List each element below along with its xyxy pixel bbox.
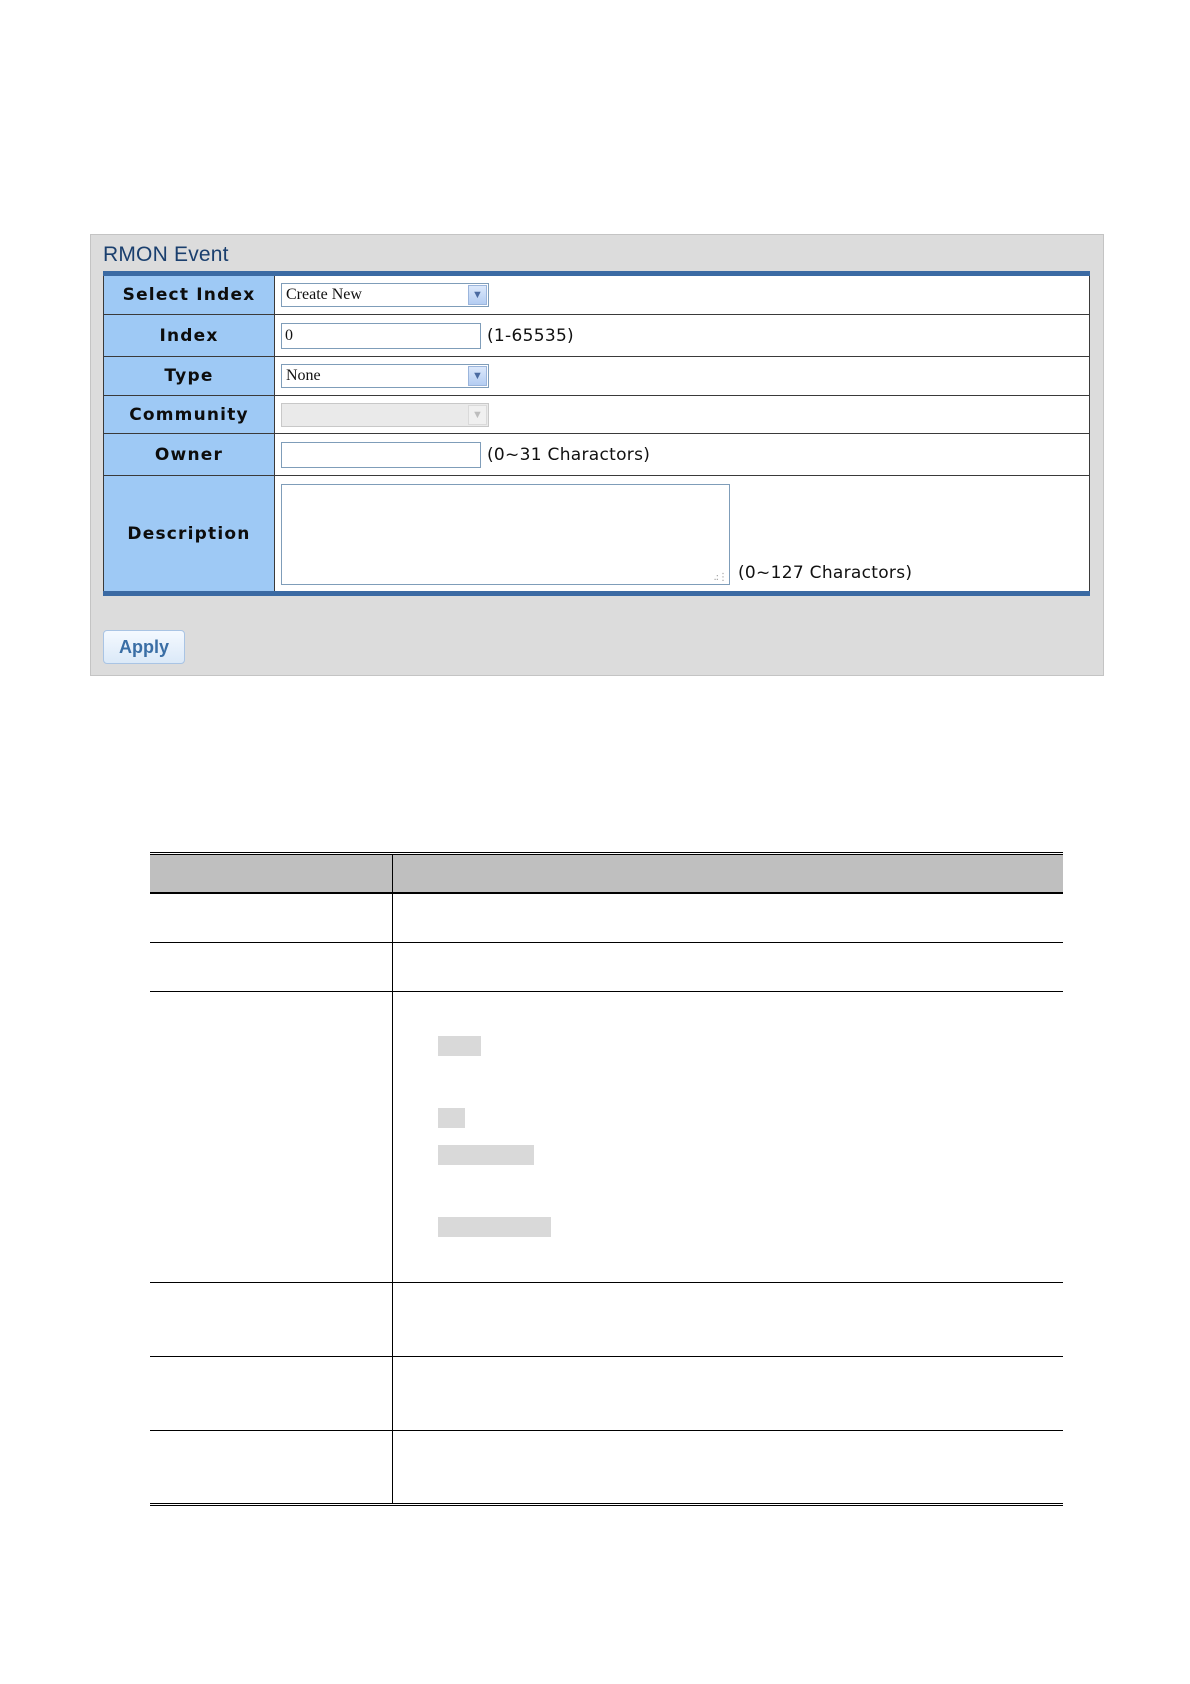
resize-grip-icon[interactable]: .:⋮ <box>713 572 727 583</box>
owner-label: Owner <box>104 434 275 476</box>
index-label: Index <box>104 315 275 357</box>
index-input[interactable]: 0 <box>281 323 481 349</box>
row-community <box>104 396 1090 434</box>
chevron-down-icon[interactable]: ▼ <box>468 285 487 305</box>
community-label: Community <box>104 396 275 434</box>
community-dropdown <box>281 403 489 427</box>
column-divider <box>392 855 393 1503</box>
redacted-text <box>438 1036 481 1056</box>
owner-length-hint: (0~31 Charactors) <box>487 444 651 465</box>
select-index-dropdown[interactable] <box>281 283 489 307</box>
table-row <box>150 1431 1063 1503</box>
panel-title: RMON Event <box>103 243 229 266</box>
redacted-text <box>438 1217 551 1237</box>
table-row <box>150 943 1063 992</box>
index-range-hint: (1-65535) <box>487 325 574 346</box>
description-length-hint: (0~127 Charactors) <box>738 563 913 583</box>
row-select-index <box>104 274 1090 315</box>
select-index-label: Select Index <box>104 274 275 315</box>
chevron-down-icon: ▼ <box>468 405 487 425</box>
table-row <box>150 992 1063 1283</box>
rmon-event-form <box>103 271 1090 596</box>
table-row <box>150 894 1063 943</box>
owner-input[interactable] <box>281 442 481 468</box>
table-header-row <box>150 855 1063 894</box>
description-textarea[interactable] <box>281 484 730 585</box>
row-description <box>104 476 1090 594</box>
parameter-description-table <box>150 852 1063 1506</box>
type-label: Type <box>104 357 275 396</box>
type-dropdown[interactable] <box>281 364 489 388</box>
redacted-text <box>438 1108 465 1128</box>
row-index <box>104 315 1090 357</box>
apply-button[interactable]: Apply <box>103 630 185 664</box>
select-index-value: Create New <box>286 286 362 303</box>
rmon-event-panel <box>90 234 1104 676</box>
table-row <box>150 1283 1063 1357</box>
redacted-text <box>438 1145 534 1165</box>
chevron-down-icon[interactable]: ▼ <box>468 366 487 386</box>
description-label: Description <box>104 476 275 594</box>
row-owner <box>104 434 1090 476</box>
row-type <box>104 357 1090 396</box>
type-value: None <box>286 367 321 384</box>
table-row <box>150 1357 1063 1431</box>
